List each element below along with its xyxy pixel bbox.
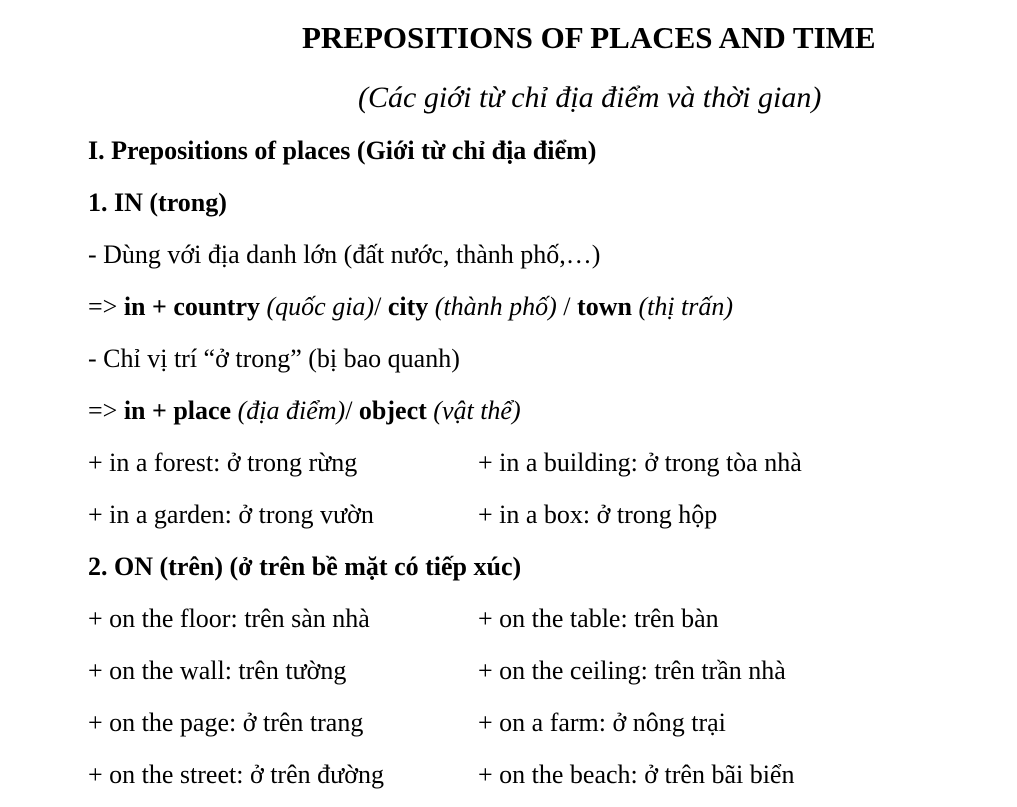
example-left: + on the page: ở trên trang (88, 708, 364, 737)
formula-main: in + country (123, 292, 260, 321)
example-row (88, 446, 802, 480)
formula-word: town (577, 292, 632, 321)
formula-line-2 (88, 394, 521, 428)
formula-separator: / (345, 396, 359, 425)
formula-line-1 (88, 290, 733, 324)
subsection-heading-in: 1. IN (trong) (88, 188, 227, 217)
document-subtitle: (Các giới từ chỉ địa điểm và thời gian) (358, 81, 822, 114)
example-right: + on a farm: ở nông trại (478, 708, 726, 737)
formula-separator: / (374, 292, 388, 321)
example-row (88, 498, 718, 532)
example-right: + on the beach: ở trên bãi biển (478, 760, 795, 789)
example-row (88, 758, 795, 792)
formula-gloss: (thành phố) (428, 292, 557, 321)
example-left: + on the street: ở trên đường (88, 760, 384, 789)
formula-word: city (387, 292, 429, 321)
example-row (88, 654, 786, 688)
example-row (88, 602, 719, 636)
example-right: + on the table: trên bàn (478, 604, 719, 633)
example-left: + on the wall: trên tường (88, 656, 347, 685)
example-left: + in a forest: ở trong rừng (88, 448, 358, 477)
example-left: + in a garden: ở trong vườn (88, 500, 374, 529)
usage-line-1: - Dùng với địa danh lớn (đất nước, thành phố,…) (88, 240, 601, 269)
formula-main: in + place (123, 396, 232, 425)
example-left: + on the floor: trên sàn nhà (88, 604, 370, 633)
example-right: + on the ceiling: trên trần nhà (478, 656, 786, 685)
usage-line-2: - Chỉ vị trí “ở trong” (bị bao quanh) (88, 344, 460, 373)
example-right: + in a box: ở trong hộp (478, 500, 718, 529)
formula-arrow: => (88, 396, 124, 425)
section-heading-places: I. Prepositions of places (Giới từ chỉ địa điểm) (88, 136, 597, 165)
formula-gloss: (vật thể) (426, 396, 521, 425)
subsection-heading-on: 2. ON (trên) (ở trên bề mặt có tiếp xúc) (88, 552, 522, 581)
formula-gloss: (quốc gia) (260, 292, 375, 321)
formula-separator: / (556, 292, 578, 321)
example-right: + in a building: ở trong tòa nhà (478, 448, 802, 477)
formula-gloss: (địa điểm) (231, 396, 346, 425)
formula-word: object (358, 396, 427, 425)
formula-gloss: (thị trấn) (631, 292, 734, 321)
formula-arrow: => (88, 292, 124, 321)
document-title: PREPOSITIONS OF PLACES AND TIME (302, 20, 876, 55)
example-row (88, 706, 726, 740)
